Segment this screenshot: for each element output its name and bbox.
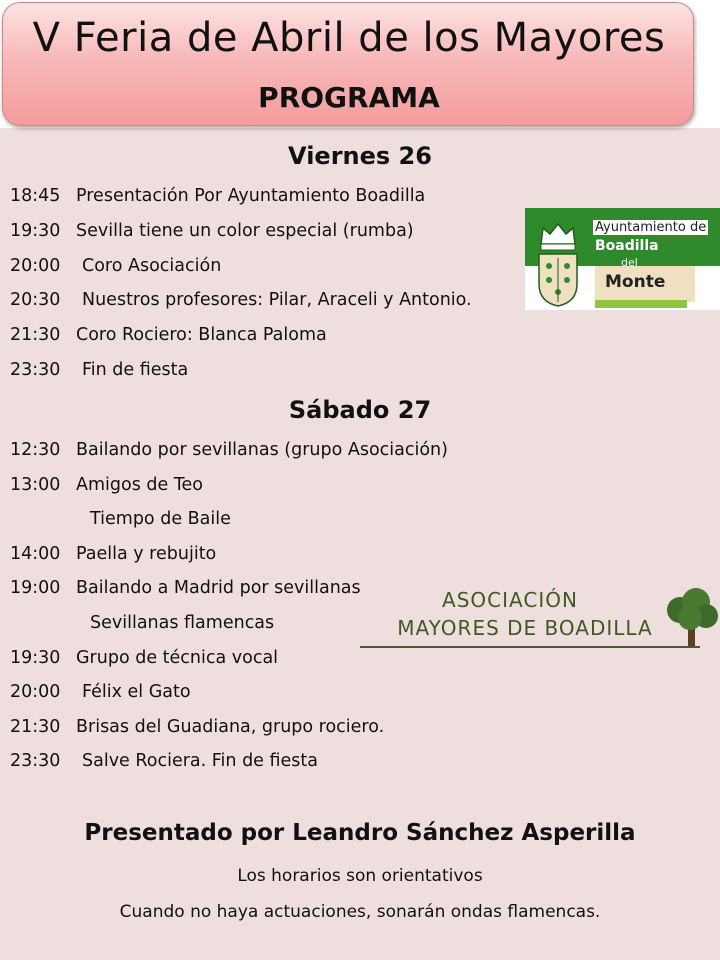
event: Sevilla tiene un color especial (rumba) bbox=[76, 221, 414, 241]
page-title: V Feria de Abril de los Mayores bbox=[32, 15, 666, 61]
asociacion-underline bbox=[360, 646, 700, 648]
music-note: Cuando no haya actuaciones, sonarán ondas flamencas. bbox=[119, 902, 601, 922]
event: Coro Asociación bbox=[82, 256, 222, 276]
schedule-row bbox=[10, 186, 425, 206]
schedule-row bbox=[10, 221, 414, 241]
schedule-subitem: Tiempo de Baile bbox=[90, 509, 231, 529]
boadilla-text: Boadilla bbox=[595, 238, 659, 254]
schedule-row bbox=[10, 682, 191, 702]
time: 18:45 bbox=[10, 186, 61, 206]
event: Fin de fiesta bbox=[82, 360, 189, 380]
del-text: del bbox=[621, 256, 638, 269]
time: 23:30 bbox=[10, 751, 61, 771]
event: Brisas del Guadiana, grupo rociero. bbox=[76, 717, 385, 737]
event: Salve Rociera. Fin de fiesta bbox=[82, 751, 318, 771]
ayuntamiento-logo bbox=[525, 208, 720, 310]
event: Bailando por sevillanas (grupo Asociación) bbox=[76, 440, 448, 460]
logo-lime-bar bbox=[595, 300, 687, 308]
saturday-heading: Sábado 27 bbox=[288, 396, 432, 424]
event: Paella y rebujito bbox=[76, 544, 217, 564]
schedule-row bbox=[10, 544, 216, 564]
schedule-row bbox=[10, 717, 384, 737]
event: Félix el Gato bbox=[82, 682, 191, 702]
event: Presentación Por Ayuntamiento Boadilla bbox=[76, 186, 426, 206]
tree-icon bbox=[664, 588, 720, 648]
friday-heading: Viernes 26 bbox=[288, 142, 432, 170]
title-banner bbox=[2, 2, 694, 126]
schedule-row bbox=[10, 475, 203, 495]
time: 13:00 bbox=[10, 475, 61, 495]
page-subtitle: PROGRAMA bbox=[258, 81, 440, 114]
event: Grupo de técnica vocal bbox=[76, 648, 279, 668]
schedule-note: Los horarios son orientativos bbox=[237, 866, 483, 886]
time: 20:00 bbox=[10, 256, 61, 276]
schedule-row bbox=[10, 578, 361, 598]
event: Nuestros profesores: Pilar, Araceli y Antonio. bbox=[82, 290, 472, 310]
time: 19:30 bbox=[10, 221, 61, 241]
event: Bailando a Madrid por sevillanas bbox=[76, 578, 361, 598]
time: 20:30 bbox=[10, 290, 61, 310]
monte-text: Monte bbox=[605, 272, 666, 292]
time: 21:30 bbox=[10, 717, 61, 737]
schedule-row bbox=[10, 440, 448, 460]
time: 21:30 bbox=[10, 325, 61, 345]
asociacion-text: ASOCIACIÓN bbox=[442, 588, 578, 612]
schedule-row bbox=[10, 256, 221, 276]
schedule-row bbox=[10, 360, 188, 380]
presenter-line: Presentado por Leandro Sánchez Asperilla bbox=[84, 820, 636, 846]
time: 14:00 bbox=[10, 544, 61, 564]
time: 20:00 bbox=[10, 682, 61, 702]
schedule-row bbox=[10, 751, 318, 771]
time: 12:30 bbox=[10, 440, 61, 460]
mayores-text: MAYORES DE BOADILLA bbox=[397, 616, 653, 640]
schedule-row bbox=[10, 290, 472, 310]
coat-of-arms-icon bbox=[531, 214, 585, 308]
schedule-row bbox=[10, 648, 278, 668]
time: 19:30 bbox=[10, 648, 61, 668]
schedule-subitem: Sevillanas flamencas bbox=[90, 613, 275, 633]
logo-green-band bbox=[591, 208, 720, 266]
ayuntamiento-text: Ayuntamiento de bbox=[595, 220, 707, 235]
event: Amigos de Teo bbox=[76, 475, 204, 495]
time: 23:30 bbox=[10, 360, 61, 380]
event: Coro Rociero: Blanca Paloma bbox=[76, 325, 327, 345]
time: 19:00 bbox=[10, 578, 61, 598]
schedule-row bbox=[10, 325, 327, 345]
